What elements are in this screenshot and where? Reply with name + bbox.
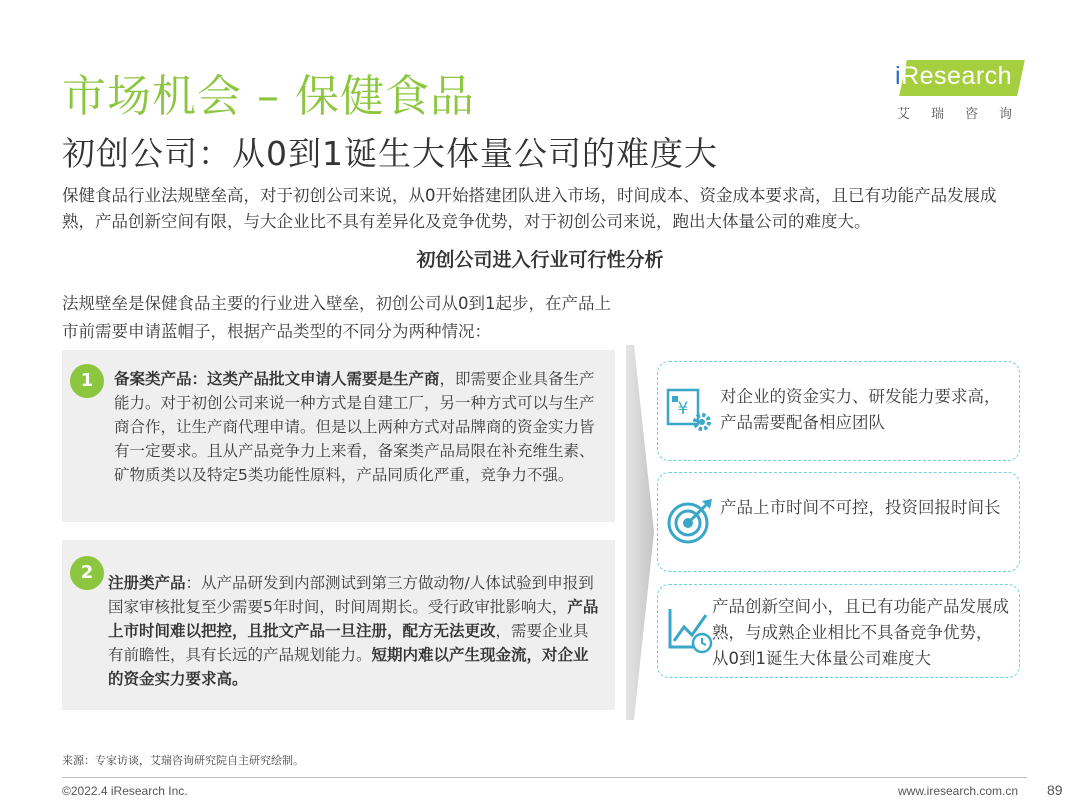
point-card-time xyxy=(657,472,1020,572)
section-lead: 法规壁垒是保健食品主要的行业进入壁垒，初创公司从0到1起步，在产品上市前需要申请蓝帽子，根据产品类型的不同分为两种情况： xyxy=(62,294,611,341)
case-box-filing xyxy=(62,350,615,522)
section-title: 初创公司进入行业可行性分析 xyxy=(416,249,664,271)
case-bold-2: 短期内难以产生现金流，对企业的资金实力要求高。 xyxy=(108,646,589,688)
case-text xyxy=(114,367,599,487)
page-title: 市场机会 – 保健食品 xyxy=(62,71,475,122)
right-arrow-shape xyxy=(626,345,656,720)
money-gear-icon xyxy=(664,384,716,436)
case-bold-lead: 备案类产品：这类产品批文申请人需要是生产商 xyxy=(114,370,440,388)
page-number: 89 xyxy=(1047,782,1063,798)
case-body: ，即需要企业具备生产能力。对于初创公司来说一种方式是自建工厂，另一种方式可以与生产商合作，让生产商代理申请。但是以上两种方式对品牌商的资金实力皆有一定要求。且从产品竞争力上来看，备案类产品局限在补充维生素、矿物质类以及特定5类功能性原料，产品同质化严重，竞争力不强。 xyxy=(114,370,595,484)
number-badge: 1 xyxy=(70,364,104,398)
copyright: ©2022.4 iResearch Inc. xyxy=(62,784,188,798)
case-bold-lead: 注册类产品 xyxy=(108,574,186,592)
case-bold-1: 产品上市时间难以把控，且批文产品一旦注册，配方无法更改 xyxy=(108,598,599,640)
website: www.iresearch.com.cn xyxy=(898,784,1019,798)
case-body: ：从产品研发到内部测试到第三方做动物/人体试验到申报到国家审核批复至少需要5年时间，时间周期长。受行政审批影响大， xyxy=(108,574,594,616)
page-subtitle: 初创公司：从0到1诞生大体量公司的难度大 xyxy=(62,134,718,173)
growth-chart-icon xyxy=(664,603,716,655)
number-badge: 2 xyxy=(70,556,104,590)
case-box-registration xyxy=(62,540,615,710)
point-text: 产品上市时间不可控，投资回报时间长 xyxy=(720,498,1001,517)
footer-divider xyxy=(62,777,1027,778)
logo-wordmark: iResearch xyxy=(895,62,1013,90)
point-card-capital xyxy=(657,361,1020,461)
point-text: 产品创新空间小，且已有功能产品发展成熟，与成熟企业相比不具备竞争优势， 从0到1诞生大体量公司难度大 xyxy=(712,597,1009,668)
source-note: 来源：专家访谈，艾瑞咨询研究院自主研究绘制。 xyxy=(62,754,304,767)
case-body-2: ，需要企业具有前瞻性，具有长远的产品规划能力。 xyxy=(108,622,589,664)
case-text xyxy=(108,571,600,691)
target-icon xyxy=(664,495,716,547)
svg-text:¥: ¥ xyxy=(677,399,689,419)
intro-paragraph: 保健食品行业法规壁垒高，对于初创公司来说，从0开始搭建团队进入市场，时间成本、资金成本要求高，且已有功能产品发展成熟，产品创新空间有限，与大企业比不具有差异化及竞争优势，对于初创公司来说，跑出大体量公司的难度大。 xyxy=(62,186,997,231)
logo-chinese-name: 艾瑞咨询 xyxy=(897,107,1034,122)
point-card-innovation xyxy=(657,584,1020,678)
iresearch-logo xyxy=(893,58,1034,122)
point-text: 对企业的资金实力、研发能力要求高，产品需要配备相应团队 xyxy=(720,387,1001,432)
